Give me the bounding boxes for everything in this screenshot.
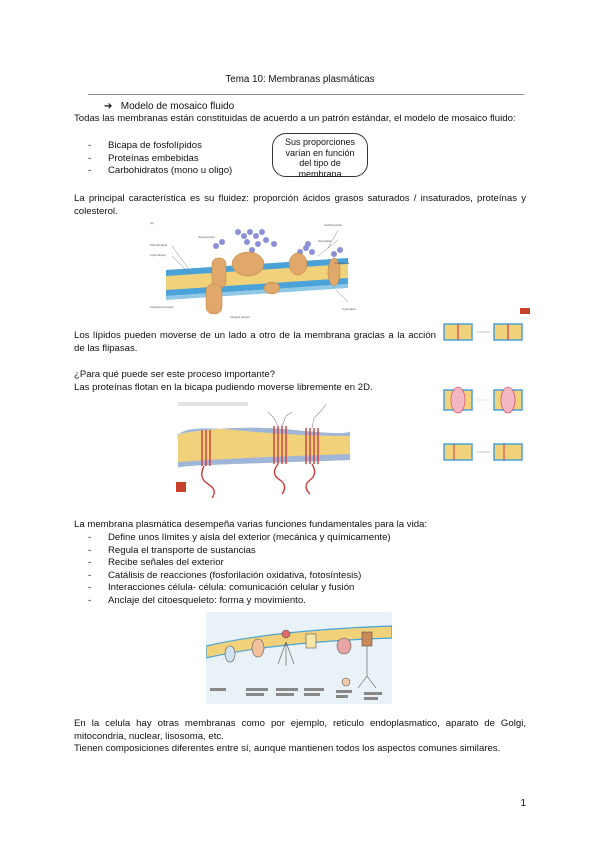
membrane-proteins-figure bbox=[174, 400, 350, 500]
list-item: - Bicapa de fosfolípidos bbox=[74, 140, 274, 153]
flipase-panel bbox=[444, 324, 522, 340]
membrane-functions-figure bbox=[206, 612, 392, 704]
page-title: Tema 10: Membranas plasmáticas bbox=[225, 74, 375, 85]
proteins-2d-text: Las proteínas flotan en la bicapa pudiendo moverse libremente en 2D. bbox=[74, 381, 373, 393]
functions-list bbox=[74, 532, 514, 608]
section-heading-text: Modelo de mosaico fluido bbox=[120, 101, 235, 112]
arrow-icon: ➔ bbox=[104, 101, 113, 112]
figure-label: Peripheral protein bbox=[150, 305, 174, 309]
figure-label: Phospholipid bbox=[150, 243, 168, 247]
bubble-line: varían en función bbox=[285, 147, 355, 158]
flipase-panel bbox=[444, 387, 522, 413]
bubble-line: del tipo de bbox=[299, 158, 341, 168]
list-item: - Interacciones célula- célula: comunicación celular y fusión bbox=[74, 582, 514, 595]
figure-label: Cytoplasm bbox=[342, 307, 357, 311]
fluid-mosaic-figure bbox=[148, 218, 368, 324]
flipase-panel bbox=[444, 444, 522, 460]
question-text: ¿Para qué puede ser este proceso importante? bbox=[74, 369, 276, 380]
figure-label: Lipid bilayer bbox=[150, 253, 167, 257]
figure-caption-bar bbox=[178, 402, 248, 406]
other-membranes-text: En la celula hay otras membranas como por ejemplo, reticulo endoplasmatico, aparato de Golgi, mitocondria, nuclear, lisosoma, etc. bbox=[74, 718, 526, 742]
figure-label: Glycolipid bbox=[318, 239, 332, 243]
question-block bbox=[74, 369, 434, 394]
figure-label: Integral protein bbox=[230, 315, 251, 319]
page-number: 1 bbox=[520, 798, 526, 809]
components-list bbox=[74, 140, 274, 178]
list-item: - Carbohidratos (mono u oligo) bbox=[74, 165, 274, 178]
flipases-paragraph: Los lípidos pueden moverse de un lado a otro de la membrana gracias a la acción de las flipasas. bbox=[74, 330, 436, 354]
functions-intro: La membrana plasmática desempeña varias funciones fundamentales para la vida: bbox=[74, 519, 428, 530]
list-item: - Define unos límites y aísla del exterior (mecánica y químicamente) bbox=[74, 532, 514, 545]
figure-label: Carbohydrate bbox=[324, 223, 343, 227]
figure-label: Glycoprotein bbox=[198, 235, 215, 239]
fluidity-paragraph: La principal característica es su fluidez: proporción ácidos grasos saturados / insaturados, proteínas y colesterol. bbox=[74, 193, 526, 217]
list-item: - Regula el transporte de sustancias bbox=[74, 545, 514, 558]
note-bubble bbox=[272, 133, 368, 177]
bubble-line: Sus proporciones bbox=[284, 137, 356, 147]
publisher-mark-icon bbox=[520, 308, 530, 314]
other-membranes-block bbox=[74, 718, 526, 756]
figure-label: Cholesterol bbox=[334, 261, 350, 265]
flipase-figure bbox=[440, 308, 530, 490]
section-heading bbox=[104, 101, 234, 114]
publisher-mark-icon bbox=[176, 482, 186, 492]
list-item: - Proteínas embebidas bbox=[74, 153, 274, 166]
list-item: - Catálisis de reacciones (fosforilación oxidativa, fotosíntesis) bbox=[74, 570, 514, 583]
bubble-line: membrana bbox=[298, 168, 342, 179]
list-item: - Anclaje del citoesqueleto: forma y movimiento. bbox=[74, 595, 514, 608]
intro-paragraph: Todas las membranas están constituidas de acuerdo a un patrón estándar, el modelo de mosaico fluido: bbox=[74, 113, 516, 124]
other-membranes-text-2: Tienen composiciones diferentes entre sí, aunque mantienen todos los aspectos comunes similares. bbox=[74, 743, 501, 755]
title-rule bbox=[88, 94, 524, 95]
list-item: - Recibe señales del exterior bbox=[74, 557, 514, 570]
figure-label: (a) bbox=[150, 221, 154, 225]
